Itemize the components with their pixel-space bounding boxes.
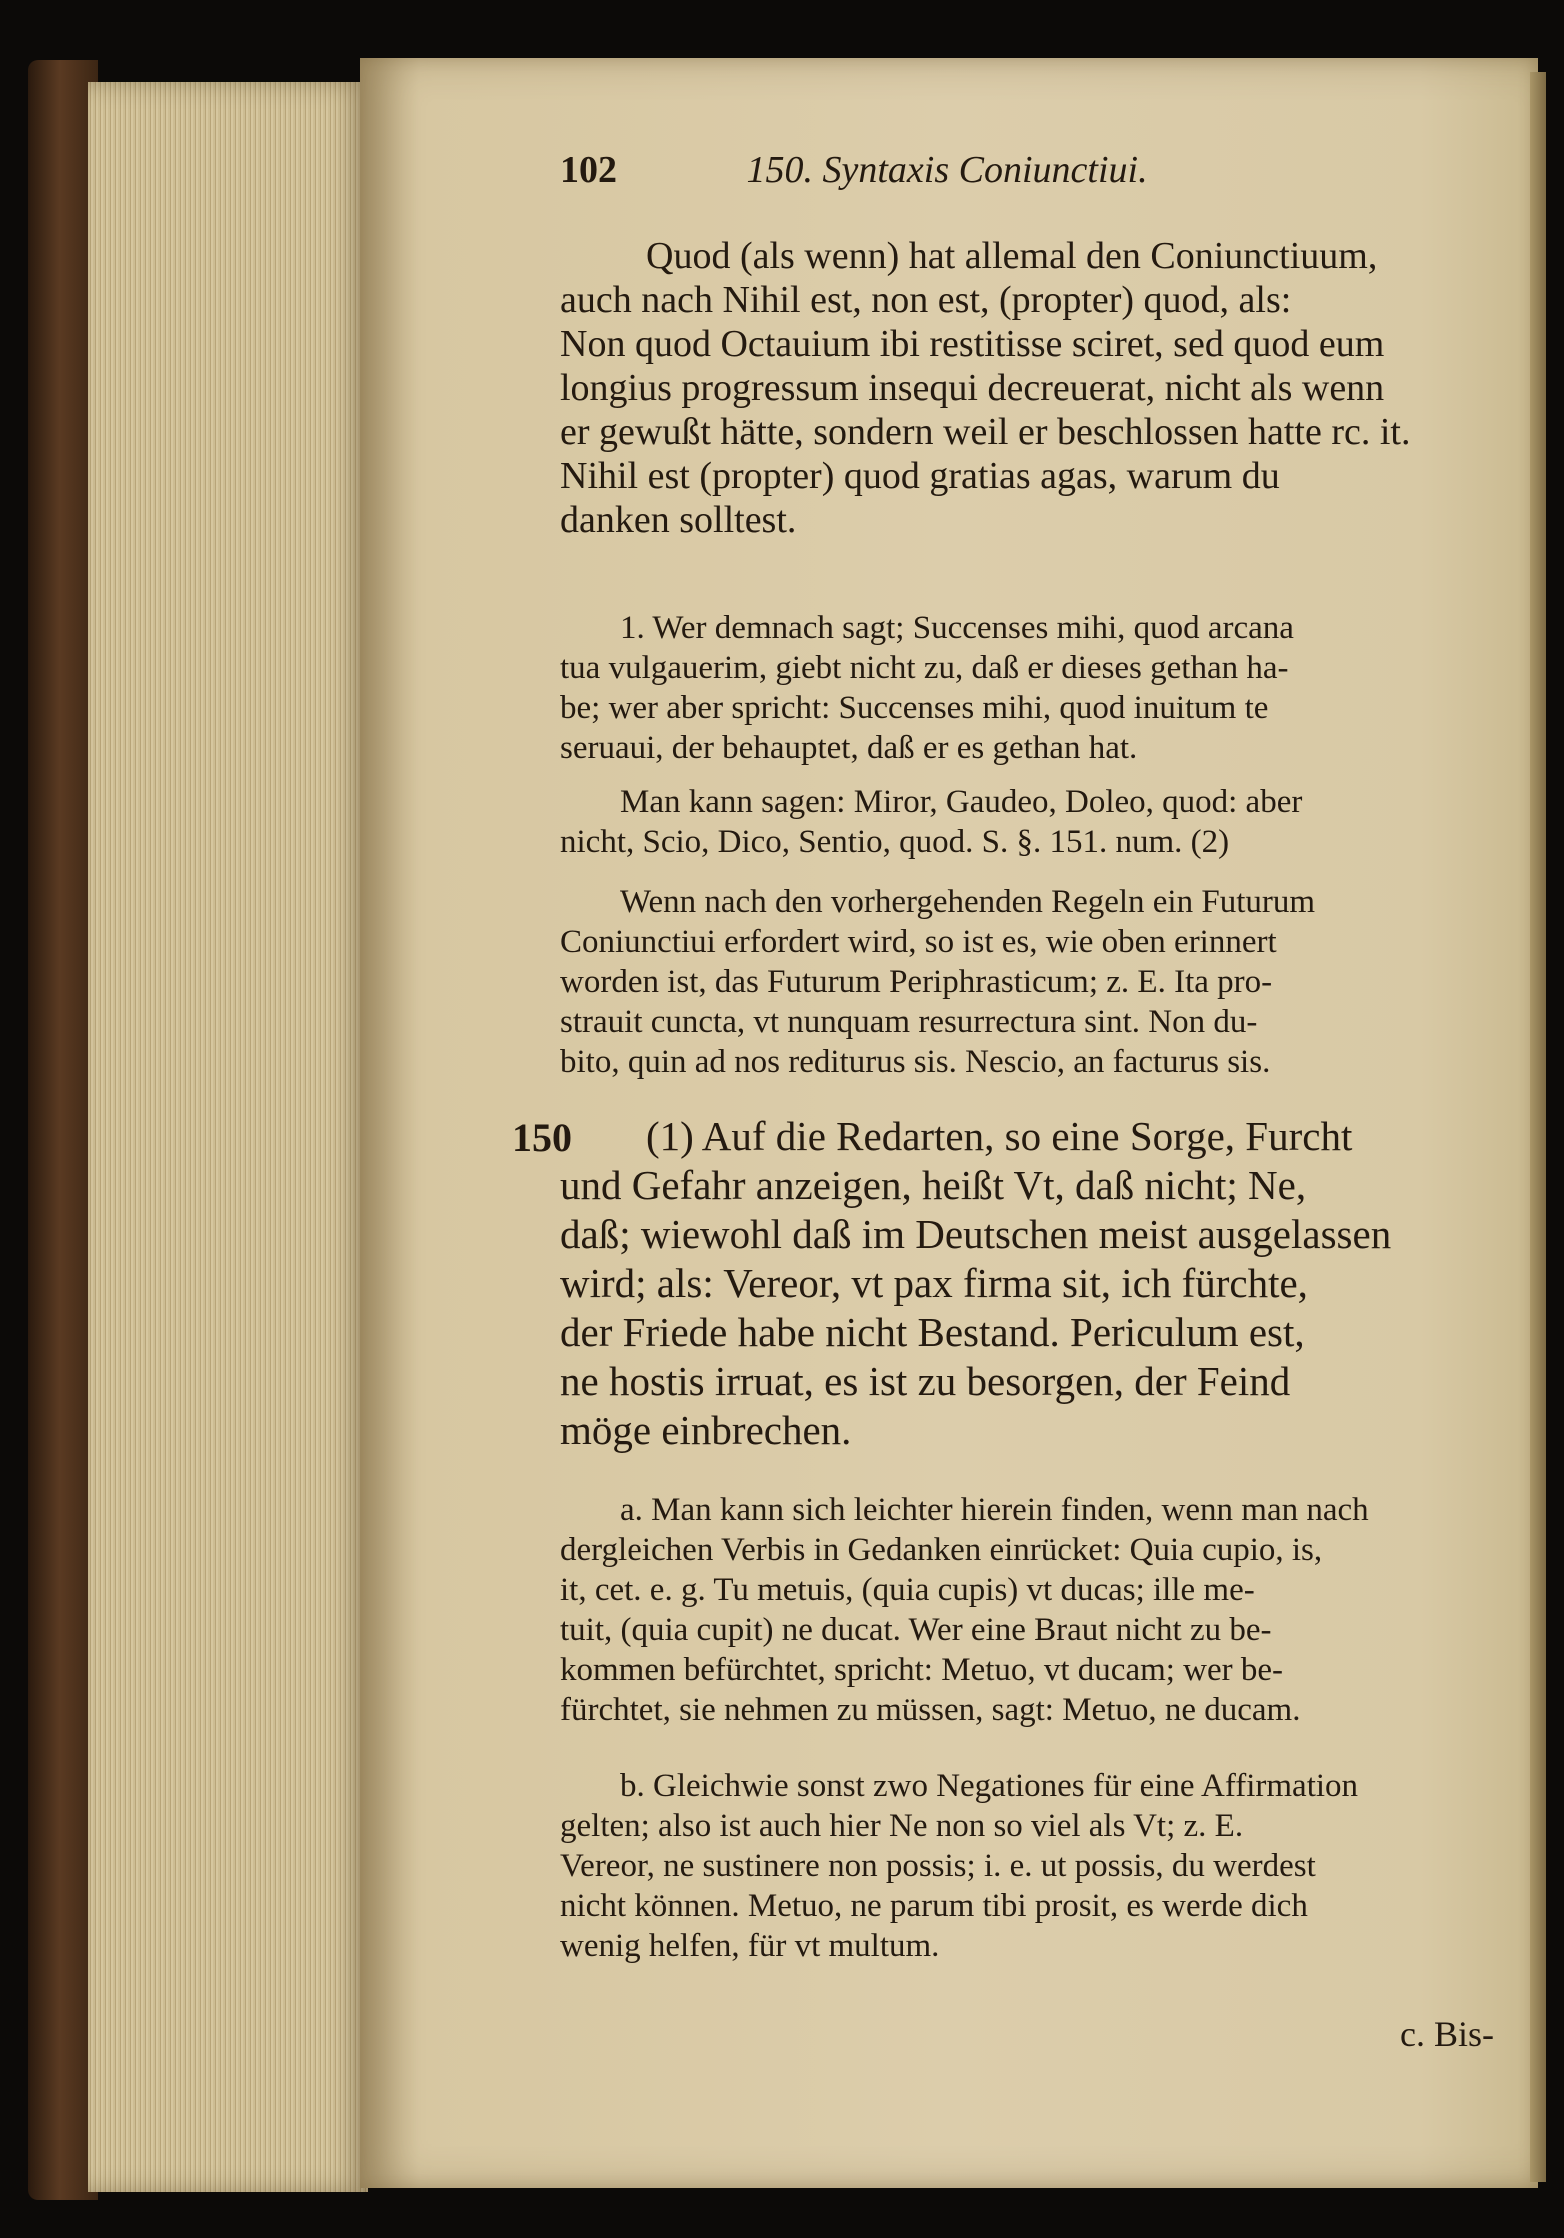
text-line: it, cet. e. g. Tu metuis, (quia cupis) vt ducas; ille me- bbox=[560, 1572, 1255, 1608]
text-line: Wenn nach den vorhergehenden Regeln ein Futurum bbox=[620, 884, 1316, 920]
text-line: longius progressum insequi decreuerat, nicht als wenn bbox=[560, 367, 1385, 409]
text-line: kommen befürchtet, spricht: Metuo, vt ducam; wer be- bbox=[560, 1652, 1284, 1688]
text-line: fürchtet, sie nehmen zu müssen, sagt: Metuo, ne ducam. bbox=[560, 1692, 1301, 1728]
text-line: seruaui, der behauptet, daß er es gethan hat. bbox=[560, 730, 1138, 766]
text-line: und Gefahr anzeigen, heißt Vt, daß nicht; Ne, bbox=[560, 1162, 1307, 1208]
catchword: c. Bis- bbox=[1400, 2014, 1494, 2054]
running-title: 150. Syntaxis Coniunctiui. bbox=[746, 149, 1148, 191]
page-fore-edge bbox=[88, 82, 368, 2192]
text-line: (1) Auf die Redarten, so eine Sorge, Furcht bbox=[646, 1113, 1353, 1159]
text-line: er gewußt hätte, sondern weil er beschlossen hatte rc. it. bbox=[560, 411, 1411, 453]
text-line: tua vulgauerim, giebt nicht zu, daß er dieses gethan ha- bbox=[560, 650, 1289, 686]
text-line: tuit, (quia cupit) ne ducat. Wer eine Braut nicht zu be- bbox=[560, 1612, 1272, 1648]
text-line: auch nach Nihil est, non est, (propter) quod, als: bbox=[560, 279, 1292, 321]
text-line: Non quod Octauium ibi restitisse sciret, sed quod eum bbox=[560, 323, 1385, 365]
text-line: a. Man kann sich leichter hierein finden, wenn man nach bbox=[620, 1492, 1369, 1528]
text-line: daß; wiewohl daß im Deutschen meist ausgelassen bbox=[560, 1211, 1392, 1257]
text-line: danken solltest. bbox=[560, 499, 797, 541]
page-header bbox=[560, 148, 1148, 192]
text-line: nicht können. Metuo, ne parum tibi prosit, es werde dich bbox=[560, 1888, 1308, 1924]
text-line: Quod (als wenn) hat allemal den Coniunctiuum, bbox=[646, 235, 1378, 277]
note-1 bbox=[560, 608, 1294, 768]
note-3 bbox=[560, 882, 1315, 1082]
text-line: worden ist, das Futurum Periphrasticum; z. E. Ita pro- bbox=[560, 964, 1273, 1000]
text-line: Man kann sagen: Miror, Gaudeo, Doleo, quod: aber bbox=[620, 784, 1303, 820]
text-line: be; wer aber spricht: Succenses mihi, quod inuitum te bbox=[560, 690, 1269, 726]
text-line: strauit cuncta, vt nunquam resurrectura sint. Non du- bbox=[560, 1004, 1258, 1040]
text-line: b. Gleichwie sonst zwo Negationes für eine Affirmation bbox=[620, 1768, 1359, 1804]
text-line: Coniunctiui erfordert wird, so ist es, wie oben erinnert bbox=[560, 924, 1277, 960]
text-line: wird; als: Vereor, vt pax firma sit, ich fürchte, bbox=[560, 1260, 1308, 1306]
text-line: der Friede habe nicht Bestand. Periculum est, bbox=[560, 1309, 1305, 1355]
note-2 bbox=[560, 782, 1302, 862]
note-b bbox=[560, 1766, 1358, 1966]
intro-paragraph bbox=[560, 234, 1411, 542]
text-line: nicht, Scio, Dico, Sentio, quod. S. §. 151. num. (2) bbox=[560, 824, 1230, 860]
text-line: gelten; also ist auch hier Ne non so viel als Vt; z. E. bbox=[560, 1808, 1244, 1844]
page-number: 102 bbox=[560, 149, 617, 191]
text-line: 1. Wer demnach sagt; Succenses mihi, quod arcana bbox=[620, 610, 1294, 646]
text-line: dergleichen Verbis in Gedanken einrücket: Quia cupio, is, bbox=[560, 1532, 1323, 1568]
text-line: Vereor, ne sustinere non possis; i. e. ut possis, du werdest bbox=[560, 1848, 1316, 1884]
text-line: bito, quin ad nos rediturus sis. Nescio, an facturus sis. bbox=[560, 1044, 1271, 1080]
page-right-edge bbox=[1530, 72, 1546, 2182]
note-a bbox=[560, 1490, 1369, 1730]
text-line: möge einbrechen. bbox=[560, 1407, 852, 1453]
text-line: wenig helfen, für vt multum. bbox=[560, 1928, 940, 1964]
section-margin-number: 150 bbox=[512, 1115, 572, 1160]
text-line: ne hostis irruat, es ist zu besorgen, der Feind bbox=[560, 1358, 1291, 1404]
text-line: Nihil est (propter) quod gratias agas, warum du bbox=[560, 455, 1280, 497]
section-150-paragraph bbox=[560, 1112, 1391, 1455]
